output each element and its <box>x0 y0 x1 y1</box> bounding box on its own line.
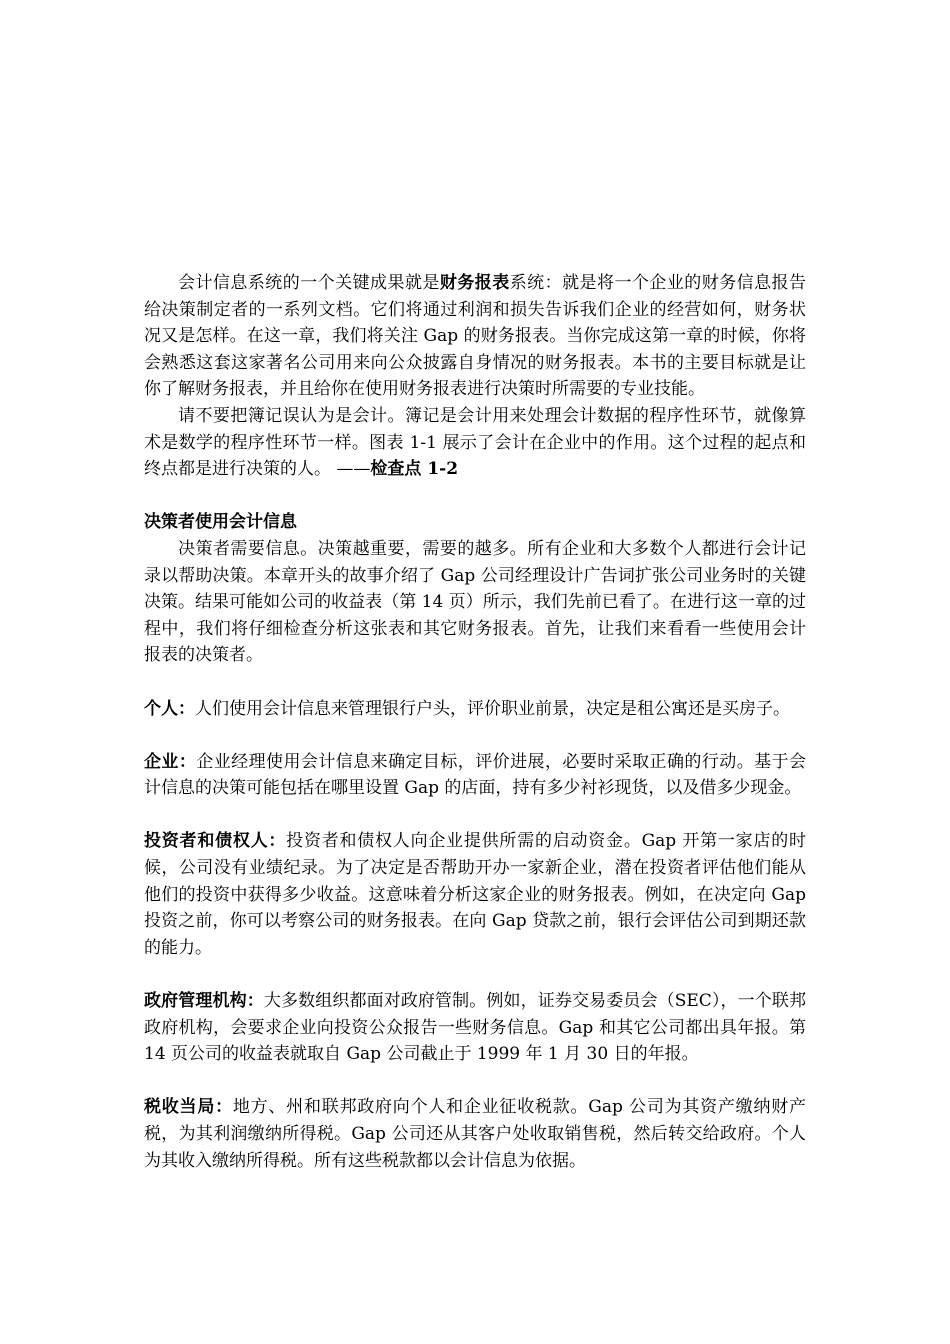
p2-text: 请不要把簿记误认为是会计。簿记是会计用来处理会计数据的程序性环节，就像算术是数学的程序性环节一样。图表 1-1 展示了会计在企业中的作用。这个过程的起点和终点都是进行决策的人。 —— <box>144 405 806 480</box>
paragraph-decision-makers: 决策者需要信息。决策越重要，需要的越多。所有企业和大多数个人都进行会计记录以帮助决策。本章开头的故事介绍了 Gap 公司经理设计广告词扩张公司业务时的关键决策。结果可能如公司的收益表（第 14 页）所示，我们先前已看了。在进行这一章的过程中，我们将仔细检查分析这张表和其它财务报表。首先，让我们来看看一些使用会计报表的决策者。 <box>144 538 806 666</box>
paragraph-spacer <box>144 961 806 988</box>
user-businesses <box>144 749 806 802</box>
p1-text-after: 系统：就是将一个企业的财务信息报告给决策制定者的一系列文档。它们将通过利润和损失告诉我们企业的经营如何，财务状况又是怎样。在这一章，我们将关注 Gap 的财务报表。当你完成这第一章的时候，你将会熟悉这套这家著名公司用来向公众披露自身情况的财务报表。本书的主要目标就是让你了解财务报表，并且给你在使用财务报表进行决策时所需要的专业技能。 <box>144 273 807 400</box>
user-government-regulators <box>144 988 806 1068</box>
paragraph-spacer <box>144 669 806 696</box>
p1-text-before: 会计信息系统的一个关键成果就是 <box>178 273 440 293</box>
user-text: 地方、州和联邦政府向个人和企业征收税款。Gap 公司为其资产缴纳财产税，为其利润缴纳所得税。Gap 公司还从其客户处收取销售税，然后转交给政府。个人为其收入缴纳所得税。所有这些税款都以会计信息为依据。 <box>144 1097 806 1171</box>
paragraph-spacer <box>144 802 806 829</box>
term-financial-statements: 财务报表 <box>439 273 510 293</box>
user-label: 税收当局： <box>144 1097 233 1118</box>
checkpoint-reference: 检查点 1-2 <box>370 459 459 480</box>
paragraph-financial-statements <box>144 270 806 403</box>
paragraph-spacer <box>144 1068 806 1095</box>
user-text: 投资者和债权人向企业提供所需的启动资金。Gap 开第一家店的时候，公司没有业绩纪录。为了决定是否帮助开办一家新企业，潜在投资者评估他们能从他们的投资中获得多少收益。这意味着分析这家企业的财务报表。例如，在决定向 Gap 投资之前，你可以考察公司的财务报表。在向 Gap 贷款之前，银行会评估公司到期还款的能力。 <box>144 831 806 958</box>
user-label: 投资者和债权人： <box>144 831 287 852</box>
paragraph-bookkeeping <box>144 403 806 483</box>
user-individuals <box>144 696 806 723</box>
section-heading: 决策者使用会计信息 <box>144 512 297 533</box>
user-tax-authorities <box>144 1094 806 1174</box>
user-label: 个人： <box>144 698 195 719</box>
user-label: 企业： <box>144 751 197 772</box>
paragraph-spacer <box>144 722 806 749</box>
document-page <box>144 270 806 1174</box>
user-investors-creditors <box>144 828 806 961</box>
user-text: 大多数组织都面对政府管制。例如，证券交易委员会（SEC），一个联邦政府机构，会要求企业向投资公众报告一些财务信息。Gap 和其它公司都出具年报。第 14 页公司的收益表就取自 Gap 公司截止于 1999 年 1 月 30 日的年报。 <box>144 991 807 1065</box>
paragraph-spacer <box>144 483 806 510</box>
user-text: 企业经理使用会计信息来确定目标，评价进展，必要时采取正确的行动。基于会计信息的决策可能包括在哪里设置 Gap 的店面，持有多少衬衫现货，以及借多少现金。 <box>144 751 807 799</box>
user-label: 政府管理机构： <box>144 991 264 1012</box>
user-text: 人们使用会计信息来管理银行户头，评价职业前景，决定是租公寓还是买房子。 <box>195 698 790 719</box>
